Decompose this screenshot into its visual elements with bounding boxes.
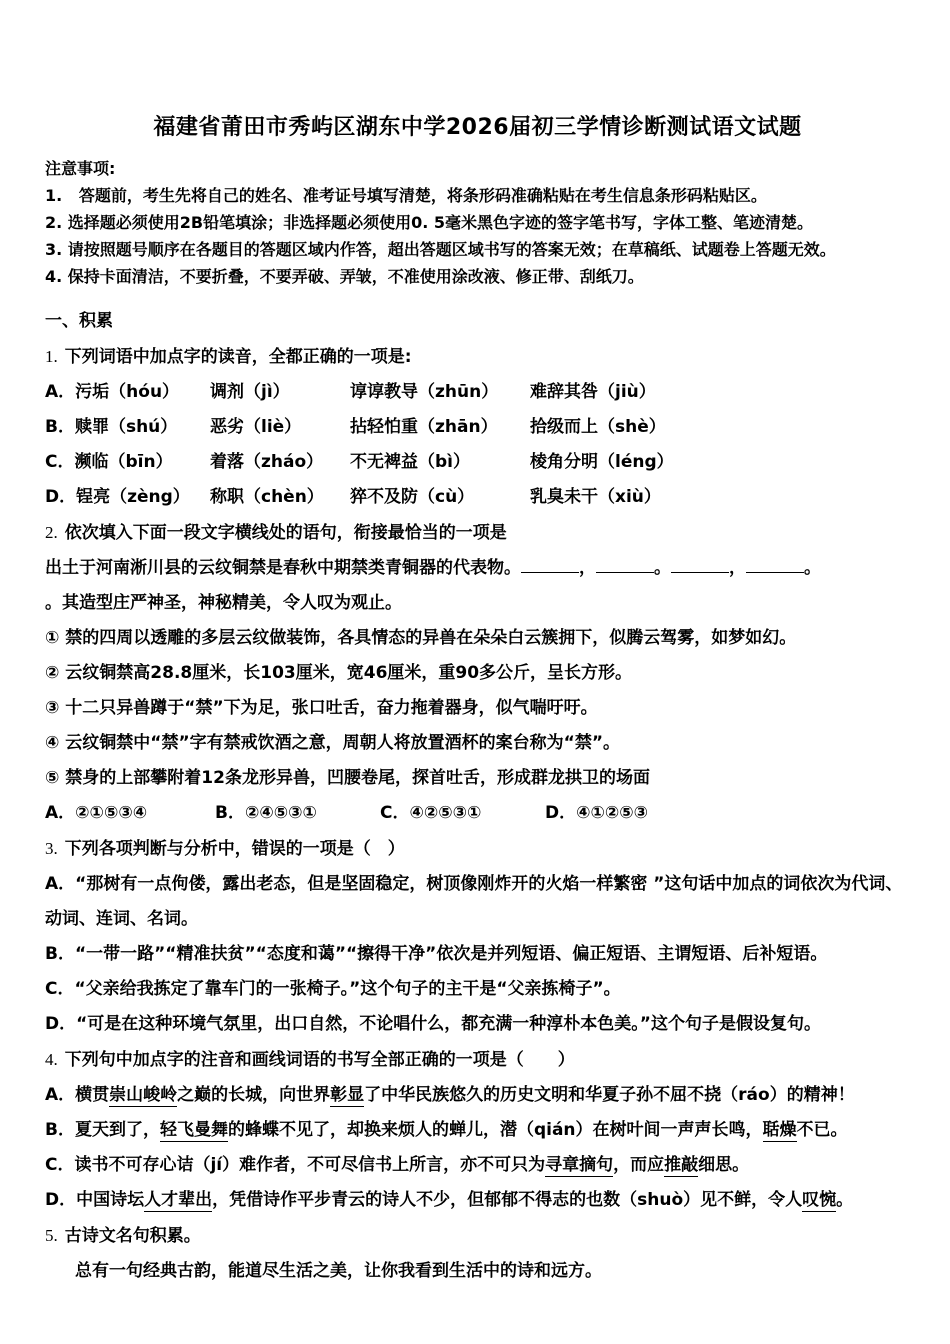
q1-cell: 难辞其咎（jiù） — [530, 382, 656, 402]
q2-options-row — [45, 796, 910, 831]
underlined-word: 叹惋 — [802, 1190, 837, 1210]
q3-option-b: B．“一带一路”“精准扶贫”“态度和蔼”“擦得干净”依次是并列短语、偏正短语、主谓短语、后补短语。 — [45, 944, 828, 964]
q2-passage-line1 — [45, 551, 910, 586]
notice-item: 2. 选择题必须使用2B铅笔填涂；非选择题必须使用0. 5毫米黑色字迹的签字笔书写，字体工整、笔迹清楚。 — [45, 213, 814, 232]
q4-stem — [45, 1042, 910, 1078]
page-title: 福建省莆田市秀屿区湖东中学2026届初三学情诊断测试语文试题 — [153, 115, 802, 140]
text-segment: C．读书不可存心诘（jí）难作者，不可尽信书上所言，亦不可只为 — [45, 1155, 546, 1175]
question-4 — [45, 1042, 910, 1218]
q1-cell: 称职（chèn） — [210, 487, 324, 507]
q1-cell: 不无裨益（bì） — [350, 452, 470, 472]
q1-option-row-c — [45, 445, 910, 480]
text-segment: 的蜂蝶不见了，却换来烦人的蝉儿，潜（qián）在树叶间一声声长鸣， — [227, 1120, 763, 1140]
q4-stem-text: 下列句中加点字的注音和画线词语的书写全部正确的一项是（ ） — [64, 1050, 575, 1070]
q1-cell: 恶劣（liè） — [210, 417, 302, 437]
fill-in-blank — [746, 558, 804, 573]
fill-in-blank — [596, 558, 654, 573]
q3-number: 3. — [45, 839, 58, 858]
underlined-word: 寻章摘句 — [545, 1155, 614, 1175]
text-segment: D．中国诗坛 — [45, 1190, 145, 1210]
text-segment: 出土于河南淅川县的云纹铜禁是春秋中期禁类青铜器的代表物。 — [45, 558, 521, 578]
text-segment: B．夏天到了， — [45, 1120, 160, 1140]
fill-in-blank — [671, 558, 729, 573]
text-segment: A．横贯 — [45, 1085, 110, 1105]
fill-in-blank — [521, 558, 579, 573]
q1-number: 1. — [45, 347, 58, 366]
q2-number: 2. — [45, 523, 58, 542]
text-segment: 了中华民族悠久的历史文明和华夏子孙不屈不挠（ráo）的精神！ — [364, 1085, 855, 1105]
q1-cell: 猝不及防（cù） — [350, 487, 475, 507]
notice-section — [45, 155, 910, 290]
q2-option-d: D．④①②⑤③ — [545, 803, 649, 823]
q1-option-row-a — [45, 375, 910, 410]
q4-option-a — [45, 1078, 910, 1113]
q2-item: ④ 云纹铜禁中“禁”字有禁戒饮酒之意，周朝人将放置酒杯的案台称为“禁”。 — [45, 733, 621, 753]
q2-item: ③ 十二只异兽蹲于“禁”下为足，张口吐舌，奋力拖着器身，似气喘吁吁。 — [45, 698, 598, 718]
notice-item: 3. 请按照题号顺序在各题目的答题区域内作答，超出答题区域书写的答案无效；在草稿纸、试题卷上答题无效。 — [45, 240, 836, 259]
q2-option-c: C．④②⑤③① — [380, 803, 482, 823]
q3-option-d: D．“可是在这种环境气氛里，出口自然，不论唱什么，都充满一种淳朴本色美。”这个句子是假设复句。 — [45, 1014, 821, 1034]
q4-number: 4. — [45, 1050, 58, 1069]
q1-cell: 棱角分明（léng） — [530, 452, 674, 472]
q1-cell: 谆谆教导（zhūn） — [350, 382, 499, 402]
q2-option-b: B．②④⑤③① — [215, 803, 317, 823]
q1-stem-text: 下列词语中加点字的读音，全都正确的一项是: — [64, 347, 412, 367]
notice-heading: 注意事项: — [45, 159, 116, 178]
question-2 — [45, 515, 910, 831]
underlined-word: 聒燥 — [762, 1120, 797, 1140]
underlined-word: 崇山峻岭 — [109, 1085, 178, 1105]
text-segment: ， — [729, 558, 746, 578]
q1-cell: 乳臭未干（xiù） — [530, 487, 661, 507]
q1-cell: D．锃亮（zèng） — [45, 487, 190, 507]
question-3 — [45, 831, 910, 1042]
q5-stem-text: 古诗文名句积累。 — [64, 1226, 201, 1246]
underlined-word: 推敲 — [664, 1155, 699, 1175]
text-segment: 。 — [804, 558, 821, 578]
text-segment: 不已。 — [796, 1120, 848, 1140]
q3-stem-text: 下列各项判断与分析中，错误的一项是（ ） — [64, 839, 405, 859]
q2-option-a: A．②①⑤③④ — [45, 803, 148, 823]
q2-item: ⑤ 禁身的上部攀附着12条龙形异兽，凹腰卷尾，探首吐舌，形成群龙拱卫的场面 — [45, 768, 650, 788]
underlined-word: 彰显 — [330, 1085, 365, 1105]
q1-cell: 调剂（jì） — [210, 382, 290, 402]
q1-cell: B．赎罪（shú） — [45, 417, 178, 437]
q4-option-c — [45, 1148, 910, 1183]
text-segment: 。 — [654, 558, 671, 578]
question-1 — [45, 339, 910, 515]
q4-option-b — [45, 1113, 910, 1148]
question-5 — [45, 1218, 910, 1289]
q1-cell: 拾级而上（shè） — [530, 417, 666, 437]
notice-item: 1. 答题前，考生先将自己的姓名、准考证号填写清楚，将条形码准确粘贴在考生信息条形码粘贴区。 — [45, 186, 767, 205]
q2-stem — [45, 515, 910, 551]
q1-option-row-b — [45, 410, 910, 445]
underlined-word: 人才辈出 — [144, 1190, 213, 1210]
q2-stem-text: 依次填入下面一段文字横线处的语句，衔接最恰当的一项是 — [64, 523, 507, 543]
q1-cell: C．濒临（bīn） — [45, 452, 173, 472]
q4-option-d — [45, 1183, 910, 1218]
notice-item: 4. 保持卡面清洁，不要折叠，不要弄破、弄皱，不准使用涂改液、修正带、刮纸刀。 — [45, 267, 644, 286]
q1-cell: 着落（zháo） — [210, 452, 324, 472]
q1-cell: A．污垢（hóu） — [45, 382, 180, 402]
q2-passage-line2: 。其造型庄严神圣，神秘精美，令人叹为观止。 — [45, 593, 402, 613]
text-segment: 之巅的长城，向世界 — [177, 1085, 331, 1105]
q2-item: ② 云纹铜禁高28.8厘米，长103厘米，宽46厘米，重90多公斤，呈长方形。 — [45, 663, 633, 683]
section-heading: 一、积累 — [45, 311, 113, 331]
q5-number: 5. — [45, 1226, 58, 1245]
q5-passage: 总有一句经典古韵，能道尽生活之美，让你我看到生活中的诗和远方。 — [75, 1261, 602, 1281]
q3-option-c: C．“父亲给我拣定了靠车门的一张椅子。”这个句子的主干是“父亲拣椅子”。 — [45, 979, 621, 999]
q1-cell: 拈轻怕重（zhān） — [350, 417, 498, 437]
text-segment: ，而应 — [613, 1155, 665, 1175]
underlined-word: 轻飞曼舞 — [159, 1120, 228, 1140]
text-segment: 细思。 — [698, 1155, 750, 1175]
text-segment: 。 — [836, 1190, 854, 1210]
q3-option-a: A．“那树有一点佝偻，露出老态，但是坚固稳定，树顶像刚炸开的火焰一样繁密 ”这句话中加点的词依次为代词、动词、连词、名词。 — [45, 874, 903, 929]
q1-stem — [45, 339, 910, 375]
q1-option-row-d — [45, 480, 910, 515]
q2-item: ① 禁的四周以透雕的多层云纹做装饰，各具情态的异兽在朵朵白云簇拥下，似腾云驾雾，如梦如幻。 — [45, 628, 797, 648]
q5-stem — [45, 1218, 910, 1254]
text-segment: ， — [579, 558, 596, 578]
q3-stem — [45, 831, 910, 867]
text-segment: ，凭借诗作平步青云的诗人不少，但郁郁不得志的也数（shuò）见不鲜，令人 — [212, 1190, 803, 1210]
